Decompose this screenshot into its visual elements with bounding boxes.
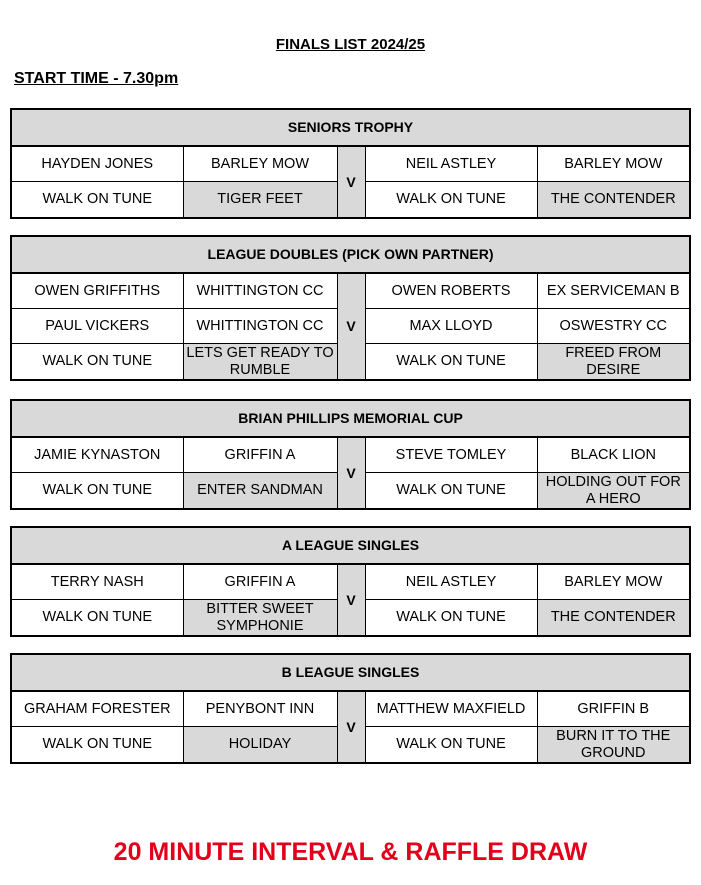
player-name: NEIL ASTLEY: [365, 146, 537, 182]
interval-banner: 20 MINUTE INTERVAL & RAFFLE DRAW: [113, 838, 588, 866]
walk-on-tune: BITTER SWEET SYMPHONIE: [183, 600, 337, 637]
section-4: [10, 526, 689, 637]
section-table: [10, 653, 691, 764]
walk-on-label: WALK ON TUNE: [365, 600, 537, 637]
section-title: LEAGUE DOUBLES (PICK OWN PARTNER): [11, 236, 690, 273]
walk-on-label: WALK ON TUNE: [365, 727, 537, 764]
section-title: B LEAGUE SINGLES: [11, 654, 690, 691]
walk-on-label: WALK ON TUNE: [365, 344, 537, 381]
start-time: START TIME - 7.30pm: [14, 70, 179, 87]
section-5: [10, 653, 689, 764]
versus-label: V: [337, 564, 365, 636]
walk-on-tune: FREED FROM DESIRE: [537, 344, 690, 381]
walk-on-tune: THE CONTENDER: [537, 600, 690, 637]
walk-on-tune: THE CONTENDER: [537, 182, 690, 219]
player-name: PAUL VICKERS: [11, 309, 183, 344]
team-name: GRIFFIN A: [183, 564, 337, 600]
section-3: [10, 399, 689, 510]
player-name: OWEN ROBERTS: [365, 273, 537, 309]
team-name: WHITTINGTON CC: [183, 273, 337, 309]
player-name: MAX LLOYD: [365, 309, 537, 344]
team-name: WHITTINGTON CC: [183, 309, 337, 344]
player-name: GRAHAM FORESTER: [11, 691, 183, 727]
walk-on-tune: BURN IT TO THE GROUND: [537, 727, 690, 764]
team-name: GRIFFIN B: [537, 691, 690, 727]
team-name: OSWESTRY CC: [537, 309, 690, 344]
walk-on-label: WALK ON TUNE: [11, 182, 183, 219]
walk-on-tune: TIGER FEET: [183, 182, 337, 219]
section-table: [10, 399, 691, 510]
team-name: PENYBONT INN: [183, 691, 337, 727]
section-title: SENIORS TROPHY: [11, 109, 690, 146]
walk-on-tune: ENTER SANDMAN: [183, 473, 337, 510]
document-title: FINALS LIST 2024/25: [275, 36, 426, 53]
team-name: BARLEY MOW: [537, 146, 690, 182]
walk-on-tune: HOLIDAY: [183, 727, 337, 764]
walk-on-tune: HOLDING OUT FOR A HERO: [537, 473, 690, 510]
player-name: JAMIE KYNASTON: [11, 437, 183, 473]
team-name: BLACK LION: [537, 437, 690, 473]
versus-label: V: [337, 146, 365, 218]
walk-on-label: WALK ON TUNE: [11, 727, 183, 764]
walk-on-label: WALK ON TUNE: [11, 344, 183, 381]
player-name: MATTHEW MAXFIELD: [365, 691, 537, 727]
versus-label: V: [337, 691, 365, 763]
player-name: TERRY NASH: [11, 564, 183, 600]
player-name: HAYDEN JONES: [11, 146, 183, 182]
walk-on-label: WALK ON TUNE: [365, 182, 537, 219]
section-1: [10, 108, 689, 219]
team-name: BARLEY MOW: [537, 564, 690, 600]
section-2: [10, 235, 689, 381]
team-name: GRIFFIN A: [183, 437, 337, 473]
team-name: EX SERVICEMAN B: [537, 273, 690, 309]
section-title: BRIAN PHILLIPS MEMORIAL CUP: [11, 400, 690, 437]
walk-on-label: WALK ON TUNE: [11, 473, 183, 510]
player-name: NEIL ASTLEY: [365, 564, 537, 600]
player-name: OWEN GRIFFITHS: [11, 273, 183, 309]
versus-label: V: [337, 437, 365, 509]
section-table: [10, 526, 691, 637]
section-title: A LEAGUE SINGLES: [11, 527, 690, 564]
section-table: [10, 108, 691, 219]
player-name: STEVE TOMLEY: [365, 437, 537, 473]
walk-on-tune: LETS GET READY TO RUMBLE: [183, 344, 337, 381]
walk-on-label: WALK ON TUNE: [365, 473, 537, 510]
team-name: BARLEY MOW: [183, 146, 337, 182]
walk-on-label: WALK ON TUNE: [11, 600, 183, 637]
section-table: [10, 235, 691, 381]
versus-label: V: [337, 273, 365, 380]
